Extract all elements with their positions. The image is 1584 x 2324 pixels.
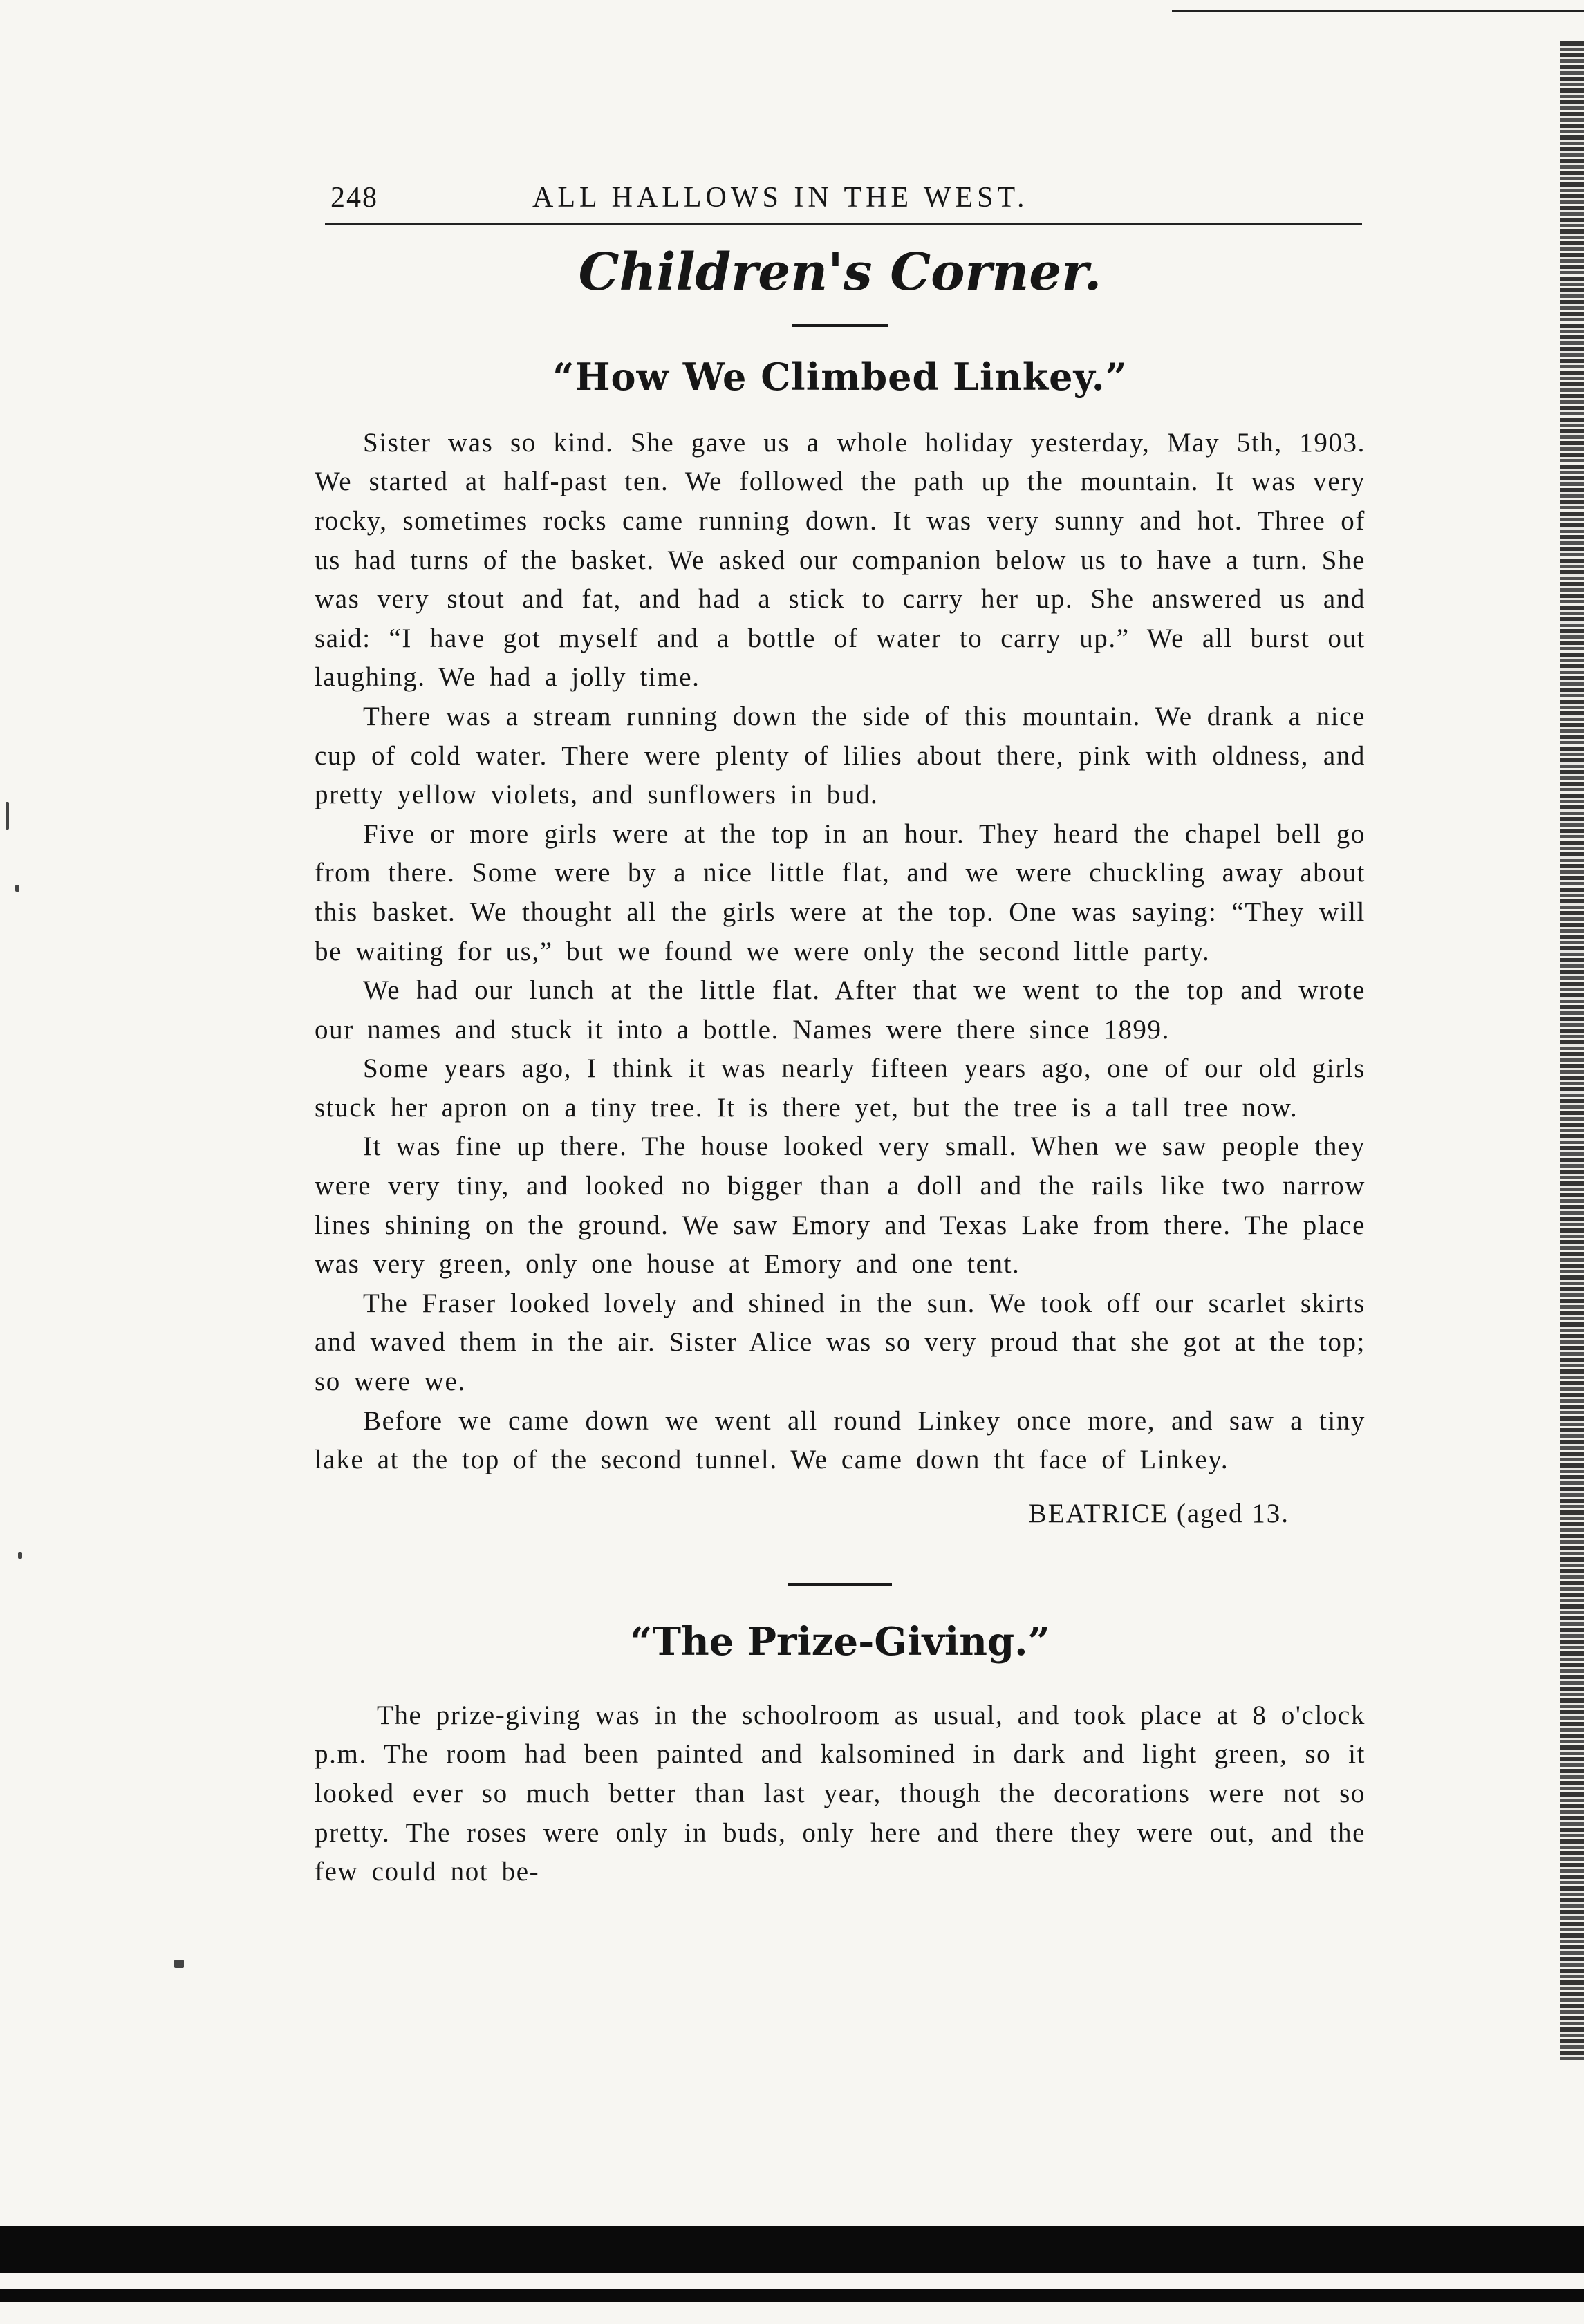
- scan-speck: [15, 885, 19, 892]
- paragraph: There was a stream running down the side of this mountain. We drank a nice cup of cold water. There were plenty of lilies about there, pink with oldness, and pretty yellow violets, and sunflowers in bud.: [315, 701, 1366, 810]
- page-frame-line: [1172, 10, 1584, 12]
- main-column: [315, 242, 1366, 1892]
- page-bottom-edge: [0, 2289, 1584, 2302]
- paragraph: We had our lunch at the little flat. After that we went to the top and wrote our names and stuck it into a bottle. Names were there since 1899.: [315, 975, 1366, 1044]
- paragraph: Before we came down we went all round Linkey once more, and saw a tiny lake at the top of the second tunnel. We came down tht face of Linkey.: [315, 1405, 1366, 1475]
- scan-edge-shadow: [1560, 41, 1584, 2060]
- running-head: [325, 181, 1369, 223]
- section-title: Children's Corner.: [578, 243, 1102, 302]
- running-head-title: ALL HALLOWS IN THE WEST.: [532, 182, 1029, 214]
- article-title: “The Prize-Giving.”: [630, 1618, 1050, 1665]
- article-body: [315, 424, 1366, 1480]
- scan-speck: [18, 1552, 22, 1559]
- article-title: “How We Climbed Linkey.”: [552, 354, 1128, 399]
- author-signature: BEATRICE (aged 13.: [1028, 1498, 1289, 1528]
- section-divider: [788, 1583, 892, 1586]
- paragraph: Some years ago, I think it was nearly fifteen years ago, one of our old girls stuck her apron on a tiny tree. It is there yet, but the tree is a tall tree now.: [315, 1053, 1366, 1123]
- paragraph: Five or more girls were at the top in an hour. They heard the chapel bell go from there. Some were by a nice little flat, and we were chuckling away about this basket. We thought all the girls were at the top. One was saying: “They will be waiting for us,” but we found we were only the second little party.: [315, 818, 1366, 966]
- paragraph: It was fine up there. The house looked very small. When we saw people they were very tiny, and looked no bigger than a doll and the rails like two narrow lines shining on the ground. We saw Emory and Texas Lake from there. The place was very green, only one house at Emory and one tent.: [315, 1132, 1366, 1280]
- paragraph: The prize-giving was in the schoolroom as usual, and took place at 8 o'clock p.m. The room had been painted and kalsomined in dark and light green, so it looked ever so much better than last year, though the decorations were not so pretty. The roses were only in buds, only here and there they were out, and the few could not be-: [315, 1700, 1366, 1887]
- scan-speck: [6, 802, 9, 830]
- paragraph: Sister was so kind. She gave us a whole holiday yesterday, May 5th, 1903. We started at half-past ten. We followed the path up the mountain. It was very rocky, sometimes rocks came running down. It was very sunny and hot. Three of us had turns of the basket. We asked our companion below us to have a turn. She was very stout and fat, and had a stick to carry her up. She answered us and said: “I have got myself and a bottle of water to carry up.” We all burst out laughing. We had a jolly time.: [315, 427, 1366, 693]
- page-number: 248: [330, 182, 378, 214]
- article-body: [315, 1696, 1366, 1892]
- header-rule: [325, 223, 1362, 225]
- title-rule: [792, 324, 888, 327]
- paragraph: The Fraser looked lovely and shined in the sun. We took off our scarlet skirts and waved them in the air. Sister Alice was so very proud that she got at the top; so were we.: [315, 1288, 1366, 1397]
- scan-speck: [174, 1960, 184, 1968]
- page-bottom-edge: [0, 2226, 1584, 2273]
